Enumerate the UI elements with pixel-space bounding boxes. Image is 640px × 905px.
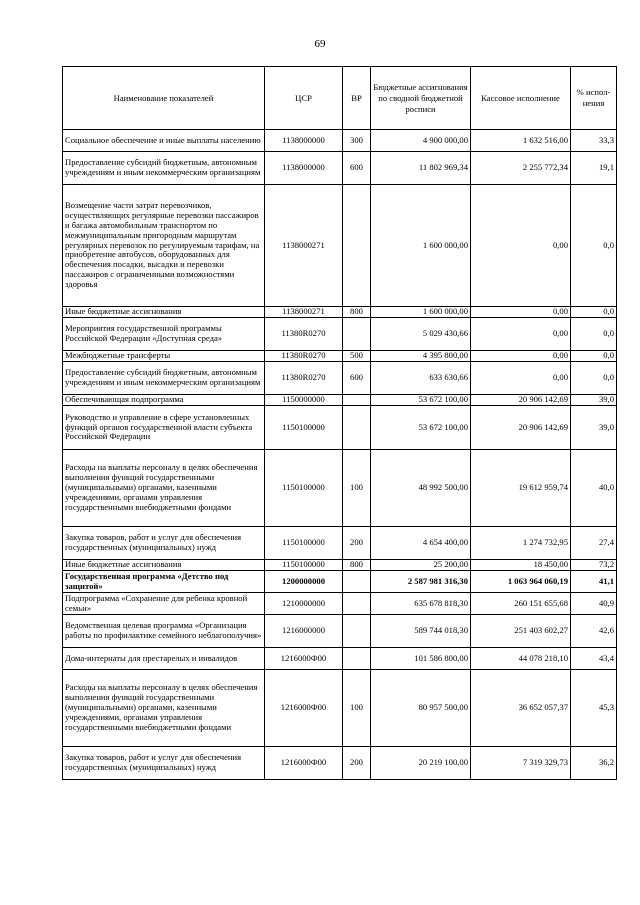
cell-vr: 100 <box>343 670 371 747</box>
cell-csr: 1150000000 <box>265 395 343 406</box>
cell-name: Закупка товаров, работ и услуг для обеспечения государственных (муниципальных) нужд <box>63 747 265 780</box>
cell-csr: 1150100000 <box>265 527 343 560</box>
cell-pct: 41,1 <box>571 571 617 593</box>
cell-pct: 36,2 <box>571 747 617 780</box>
cell-vr: 100 <box>343 450 371 527</box>
cell-csr: 1216000Ф00 <box>265 747 343 780</box>
table-row <box>63 450 617 527</box>
table-row <box>63 362 617 395</box>
cell-budget: 20 219 100,00 <box>371 747 471 780</box>
cell-name: Подпрограмма «Сохранение для ребенка кровной семьи» <box>63 593 265 615</box>
cell-vr <box>343 593 371 615</box>
cell-budget: 635 678 818,30 <box>371 593 471 615</box>
table-row <box>63 571 617 593</box>
cell-cash: 251 403 602,27 <box>471 615 571 648</box>
cell-name: Государственная программа «Детство под защитой» <box>63 571 265 593</box>
table-row <box>63 318 617 351</box>
cell-cash: 20 906 142,69 <box>471 395 571 406</box>
cell-vr <box>343 571 371 593</box>
cell-csr: 1150100000 <box>265 406 343 450</box>
cell-budget: 80 957 500,00 <box>371 670 471 747</box>
cell-vr: 600 <box>343 152 371 185</box>
header-name: Наименование показателей <box>63 67 265 130</box>
cell-name: Ведомственная целевая программа «Организация работы по профилактике семейного неблагополучия» <box>63 615 265 648</box>
cell-pct: 45,3 <box>571 670 617 747</box>
table-row <box>63 560 617 571</box>
table-row <box>63 670 617 747</box>
table-row <box>63 615 617 648</box>
cell-name: Социальное обеспечение и иные выплаты населению <box>63 130 265 152</box>
cell-budget: 1 600 000,00 <box>371 185 471 307</box>
table-row <box>63 527 617 560</box>
cell-pct: 43,4 <box>571 648 617 670</box>
cell-pct: 39,0 <box>571 406 617 450</box>
table-row <box>63 395 617 406</box>
cell-vr: 300 <box>343 130 371 152</box>
cell-vr: 500 <box>343 351 371 362</box>
cell-name: Мероприятия государственной программы Российской Федерации «Доступная среда» <box>63 318 265 351</box>
cell-name: Закупка товаров, работ и услуг для обеспечения государственных (муниципальных) нужд <box>63 527 265 560</box>
cell-name: Иные бюджетные ассигнования <box>63 560 265 571</box>
table-row <box>63 351 617 362</box>
cell-pct: 0,0 <box>571 362 617 395</box>
cell-csr: 1210000000 <box>265 593 343 615</box>
cell-budget: 2 587 981 316,30 <box>371 571 471 593</box>
cell-name: Предоставление субсидий бюджетным, автономным учреждениям и иным некоммерческим организациям <box>63 362 265 395</box>
cell-vr <box>343 395 371 406</box>
cell-csr: 11380R0270 <box>265 362 343 395</box>
cell-cash: 1 274 732,95 <box>471 527 571 560</box>
cell-pct: 0,0 <box>571 318 617 351</box>
cell-cash: 0,00 <box>471 362 571 395</box>
cell-cash: 2 255 772,34 <box>471 152 571 185</box>
cell-cash: 7 319 329,73 <box>471 747 571 780</box>
cell-vr: 800 <box>343 307 371 318</box>
cell-cash: 260 151 655,68 <box>471 593 571 615</box>
cell-vr: 800 <box>343 560 371 571</box>
cell-cash: 36 652 057,37 <box>471 670 571 747</box>
cell-pct: 0,0 <box>571 185 617 307</box>
cell-cash: 0,00 <box>471 318 571 351</box>
cell-budget: 4 395 800,00 <box>371 351 471 362</box>
table-row <box>63 747 617 780</box>
cell-vr <box>343 406 371 450</box>
cell-cash: 0,00 <box>471 307 571 318</box>
header-vr: ВР <box>343 67 371 130</box>
cell-cash: 19 612 959,74 <box>471 450 571 527</box>
cell-csr: 1216000Ф00 <box>265 670 343 747</box>
table-row <box>63 307 617 318</box>
cell-budget: 633 630,66 <box>371 362 471 395</box>
cell-vr <box>343 318 371 351</box>
budget-execution-table <box>62 66 617 780</box>
cell-name: Возмещение части затрат перевозчиков, осуществляющих регулярные перевозки пассажиров и багажа автомобильным транспортом по межмуниципальным пригородным маршрутам регулярных перевозок по регулируемым тарифам, на приобретение автобусов, оборудованных для обеспечения посадки, высадки и перевозки пассажиров с ограниченными возможностями здоровья <box>63 185 265 307</box>
cell-name: Руководство и управление в сфере установленных функций органов государственной власти субъекта Российской Федерации <box>63 406 265 450</box>
cell-vr: 200 <box>343 527 371 560</box>
table-row <box>63 130 617 152</box>
cell-budget: 53 672 100,00 <box>371 406 471 450</box>
cell-name: Обеспечивающая подпрограмма <box>63 395 265 406</box>
cell-budget: 4 900 000,00 <box>371 130 471 152</box>
cell-cash: 0,00 <box>471 185 571 307</box>
cell-pct: 40,0 <box>571 450 617 527</box>
cell-csr: 1138000000 <box>265 152 343 185</box>
cell-budget: 1 600 000,00 <box>371 307 471 318</box>
cell-csr: 1138000271 <box>265 307 343 318</box>
cell-csr: 11380R0270 <box>265 351 343 362</box>
cell-cash: 0,00 <box>471 351 571 362</box>
cell-pct: 42,6 <box>571 615 617 648</box>
cell-pct: 73,2 <box>571 560 617 571</box>
cell-budget: 4 654 400,00 <box>371 527 471 560</box>
cell-budget: 101 586 800,00 <box>371 648 471 670</box>
cell-pct: 0,0 <box>571 351 617 362</box>
table-row <box>63 648 617 670</box>
header-cash: Кассовое исполнение <box>471 67 571 130</box>
cell-vr <box>343 615 371 648</box>
cell-csr: 1200000000 <box>265 571 343 593</box>
cell-pct: 0,0 <box>571 307 617 318</box>
cell-vr: 200 <box>343 747 371 780</box>
cell-name: Межбюджетные трансферты <box>63 351 265 362</box>
cell-cash: 44 078 218,10 <box>471 648 571 670</box>
header-pct: % испол-нения <box>571 67 617 130</box>
cell-budget: 11 802 969,34 <box>371 152 471 185</box>
table-row <box>63 406 617 450</box>
cell-name: Предоставление субсидий бюджетным, автономным учреждениям и иным некоммерческим организациям <box>63 152 265 185</box>
cell-budget: 5 029 430,66 <box>371 318 471 351</box>
cell-cash: 18 450,00 <box>471 560 571 571</box>
cell-budget: 25 200,00 <box>371 560 471 571</box>
cell-csr: 1216000Ф00 <box>265 648 343 670</box>
table-row <box>63 185 617 307</box>
cell-vr <box>343 648 371 670</box>
cell-budget: 53 672 100,00 <box>371 395 471 406</box>
cell-pct: 27,4 <box>571 527 617 560</box>
cell-csr: 1138000000 <box>265 130 343 152</box>
cell-vr: 600 <box>343 362 371 395</box>
cell-name: Дома-интернаты для престарелых и инвалидов <box>63 648 265 670</box>
cell-csr: 1150100000 <box>265 560 343 571</box>
cell-budget: 589 744 018,30 <box>371 615 471 648</box>
header-budget: Бюджетные ассигнования по сводной бюджетной росписи <box>371 67 471 130</box>
cell-cash: 1 632 516,00 <box>471 130 571 152</box>
table-body <box>63 130 617 780</box>
cell-csr: 1138000271 <box>265 185 343 307</box>
cell-cash: 1 063 964 060,19 <box>471 571 571 593</box>
cell-pct: 39,0 <box>571 395 617 406</box>
cell-cash: 20 906 142,69 <box>471 406 571 450</box>
header-csr: ЦСР <box>265 67 343 130</box>
cell-budget: 48 992 500,00 <box>371 450 471 527</box>
table-header-row <box>63 67 617 130</box>
cell-pct: 33,3 <box>571 130 617 152</box>
cell-name: Расходы на выплаты персоналу в целях обеспечения выполнения функций государственными (муниципальными) органами, казенными учреждениями, органами управления государственными внебюджетными фондами <box>63 670 265 747</box>
cell-name: Расходы на выплаты персоналу в целях обеспечения выполнения функций государственными (муниципальными) органами, казенными учреждениями, органами управления государственными внебюджетными фондами <box>63 450 265 527</box>
cell-pct: 19,1 <box>571 152 617 185</box>
cell-name: Иные бюджетные ассигнования <box>63 307 265 318</box>
cell-vr <box>343 185 371 307</box>
table-row <box>63 152 617 185</box>
cell-csr: 1216000000 <box>265 615 343 648</box>
page-number: 69 <box>314 38 326 50</box>
cell-csr: 1150100000 <box>265 450 343 527</box>
cell-pct: 40,9 <box>571 593 617 615</box>
table-row <box>63 593 617 615</box>
cell-csr: 11380R0270 <box>265 318 343 351</box>
